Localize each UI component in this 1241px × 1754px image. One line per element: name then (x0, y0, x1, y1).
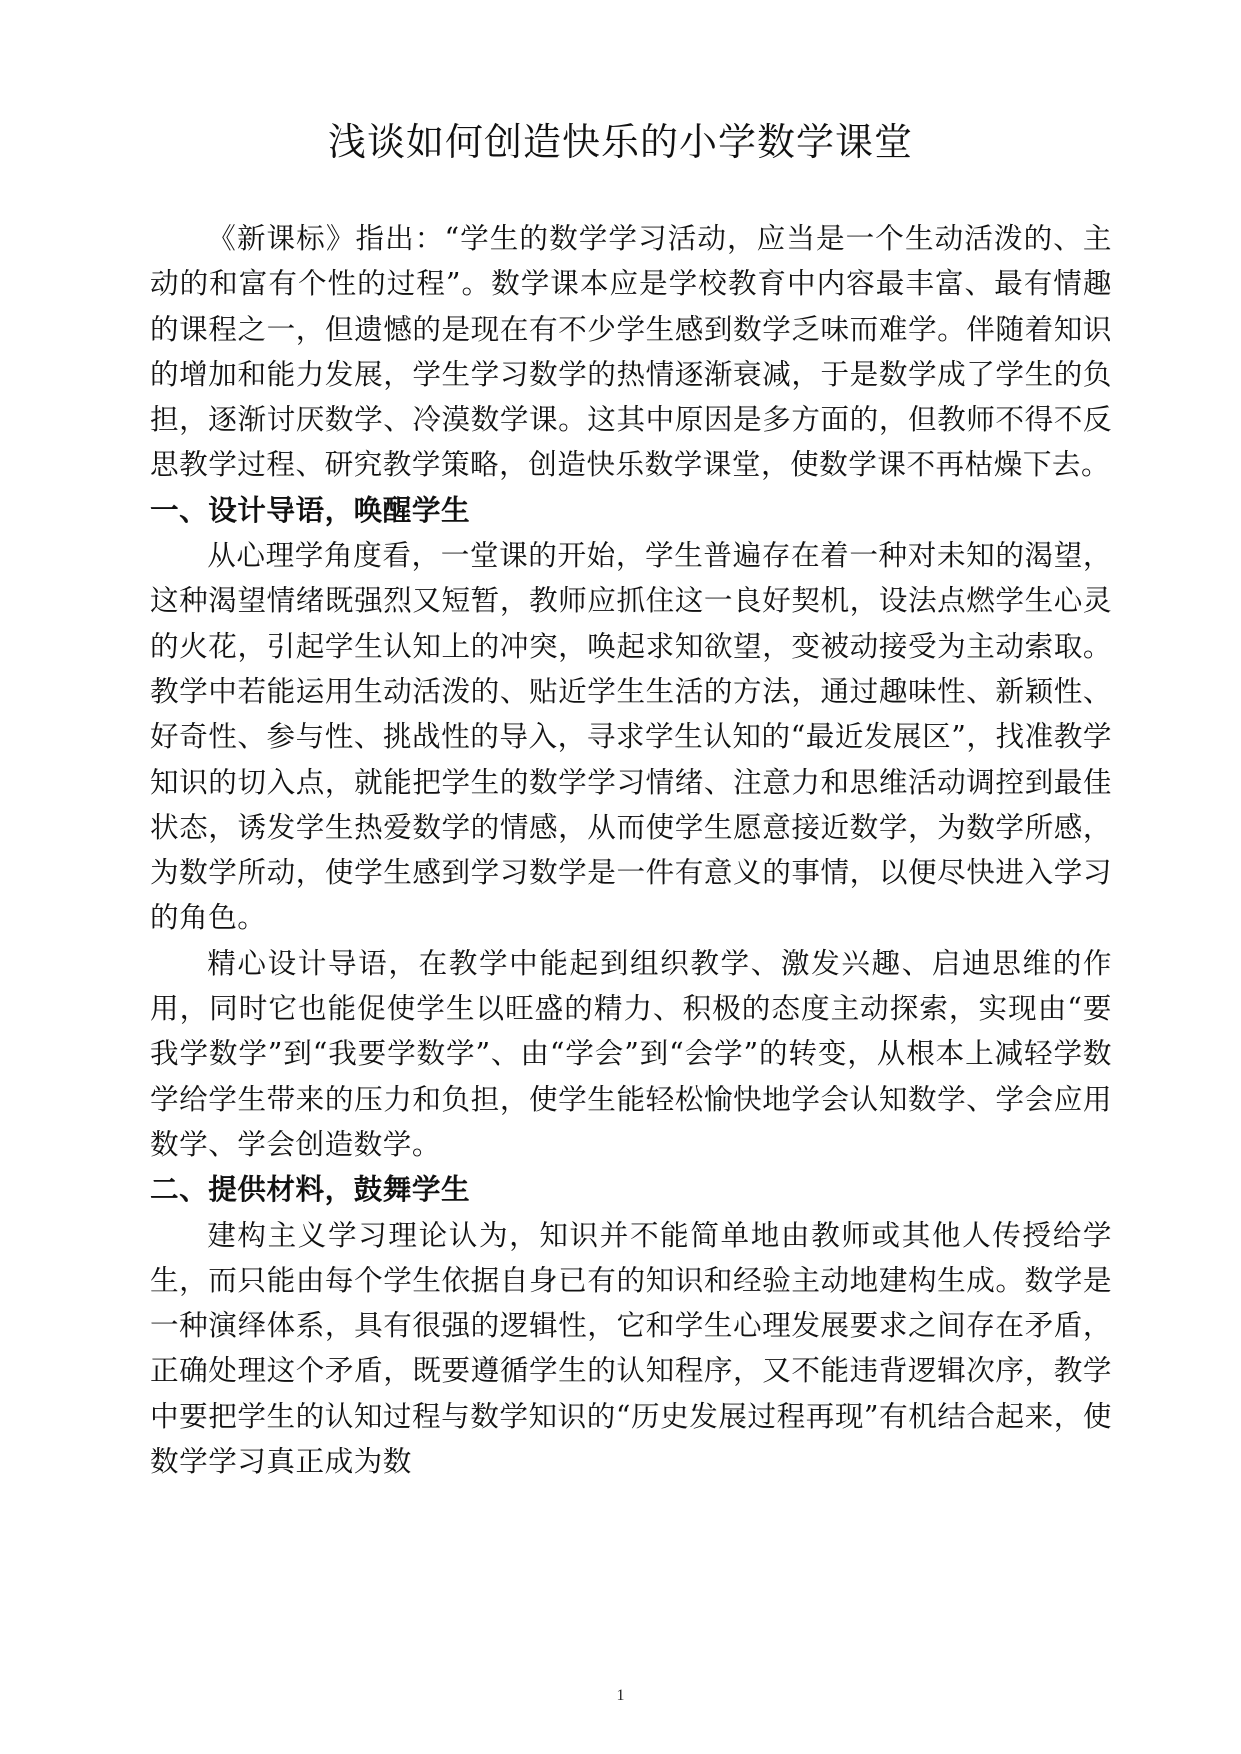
document-title: 浅谈如何创造快乐的小学数学课堂 (327, 120, 913, 164)
section-2-heading: 二、提供材料，鼓舞学生 (150, 1172, 471, 1207)
section-1-paragraph-2: 精心设计导语，在教学中能起到组织教学、激发兴趣、启迪思维的作用，同时它也能促使学生以旺盛的精力、积极的态度主动探索，实现由“要我学数学”到“我要学数学”、由“学会”到“会学”的转变，从根本上减轻学数学给学生带来的压力和负担，使学生能轻松愉快地学会认知数学、学会应用数学、学会创造数学。 (150, 945, 1112, 1161)
section-1-paragraph-1: 从心理学角度看，一堂课的开始，学生普遍存在着一种对未知的渴望，这种渴望情绪既强烈又短暂，教师应抓住这一良好契机，设法点燃学生心灵的火花，引起学生认知上的冲突，唤起求知欲望，变被动接受为主动索取。教学中若能运用生动活泼的、贴近学生生活的方法，通过趣味性、新颖性、好奇性、参与性、挑战性的导入，寻求学生认知的“最近发展区”，找准教学知识的切入点，就能把学生的数学学习情绪、注意力和思维活动调控到最佳状态，诱发学生热爱数学的情感，从而使学生愿意接近数学，为数学所感，为数学所动，使学生感到学习数学是一件有意义的事情，以便尽快进入学习的角色。 (150, 538, 1112, 935)
section-2-paragraph-1: 建构主义学习理论认为，知识并不能简单地由教师或其他人传授给学生，而只能由每个学生依据自身已有的知识和经验主动地建构生成。数学是一种演绎体系，具有很强的逻辑性，它和学生心理发展要求之间存在矛盾，正确处理这个矛盾，既要遵循学生的认知程序，又不能违背逻辑次序，教学中要把学生的认知过程与数学知识的“历史发展过程再现”有机结合起来，使数学学习真正成为数 (150, 1217, 1112, 1479)
section-1-heading: 一、设计导语，唤醒学生 (150, 492, 471, 527)
document-body (150, 216, 1112, 1484)
page-number: 1 (616, 1687, 625, 1704)
intro-paragraph: 《新课标》指出：“学生的数学学习活动，应当是一个生动活泼的、主动的和富有个性的过程”。数学课本应是学校教育中内容最丰富、最有情趣的课程之一，但遗憾的是现在有不少学生感到数学乏味而难学。伴随着知识的增加和能力发展，学生学习数学的热情逐渐衰减，于是数学成了学生的负担，逐渐讨厌数学、冷漠数学课。这其中原因是多方面的，但教师不得不反思教学过程、研究教学策略，创造快乐数学课堂，使数学课不再枯燥下去。 (150, 221, 1112, 482)
